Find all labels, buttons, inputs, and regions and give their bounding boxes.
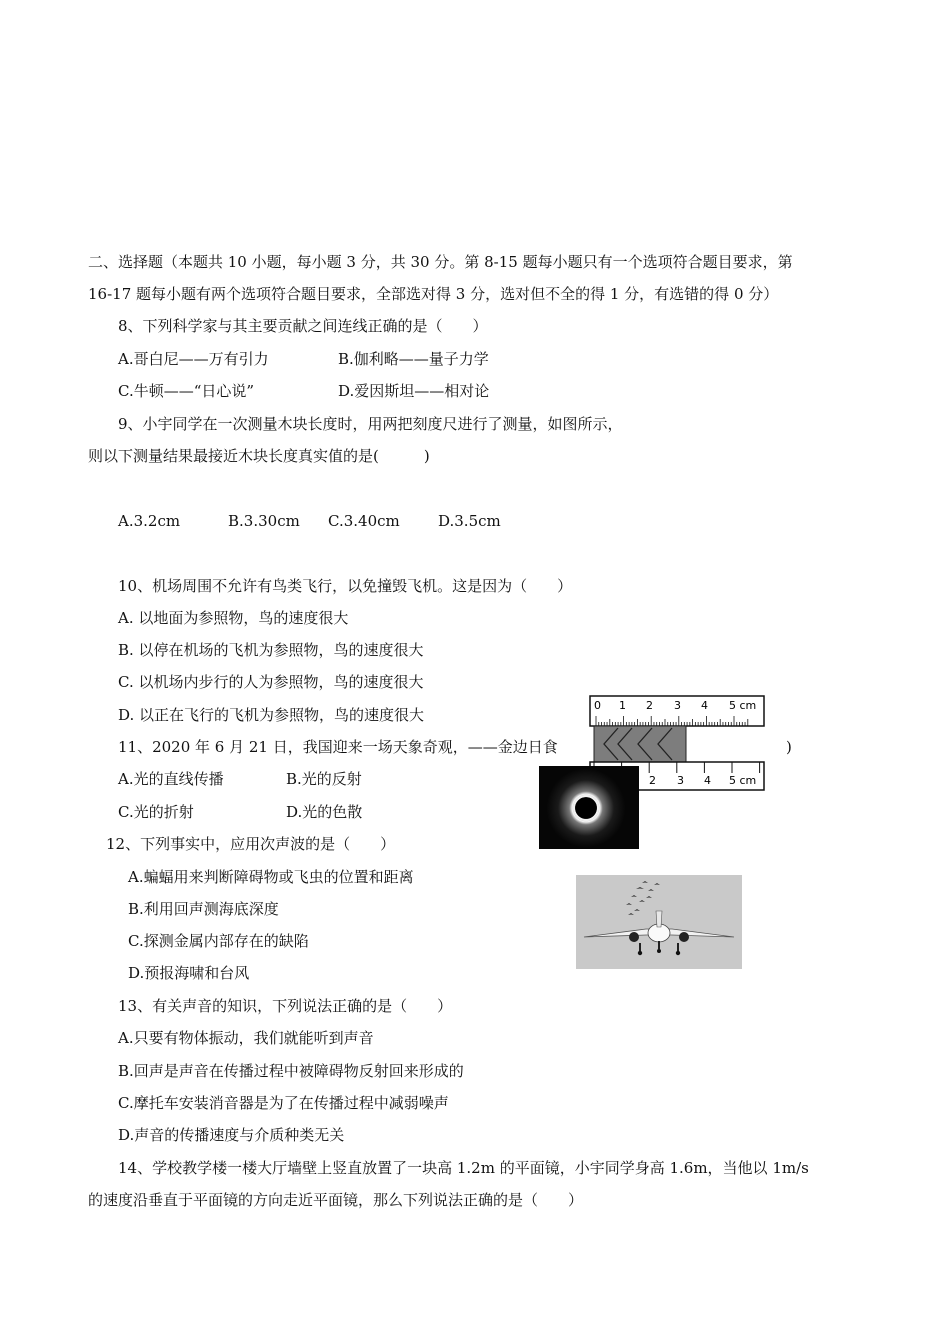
q14-stem-line2: 的速度沿垂直于平面镜的方向走近平面镜，那么下列说法正确的是（ ） [88, 1191, 584, 1209]
bottom-ruler-label-2: 2 [649, 774, 656, 787]
q13-option-b: B.回声是声音在传播过程中被障碍物反射回来形成的 [118, 1062, 464, 1080]
q9-stem-line1: 9、小宇同学在一次测量木块长度时，用两把刻度尺进行了测量，如图所示， [118, 415, 623, 433]
q11-option-b: B.光的反射 [286, 770, 362, 788]
q11-option-d: D.光的色散 [286, 803, 363, 821]
bottom-ruler-label-5: 5 cm [729, 774, 757, 787]
q8-option-b: B.伽利略——量子力学 [338, 350, 489, 368]
eclipse-moon [575, 797, 597, 819]
right-engine [679, 932, 689, 942]
q9-option-a: A.3.2cm [118, 512, 181, 530]
top-ruler-label-1: 1 [619, 699, 626, 712]
nose-gear [658, 941, 660, 949]
q11-options-row2 [118, 802, 363, 822]
q9-option-d: D.3.5cm [438, 512, 501, 530]
q9-stem-line2: 则以下测量结果最接近木块长度真实值的是( ) [88, 447, 430, 465]
q8-option-c: C.牛顿——“日心说” [118, 382, 255, 400]
wood-block [594, 726, 686, 762]
top-ruler-label-5: 5 cm [729, 699, 757, 712]
q9-option-c: C.3.40cm [328, 512, 400, 530]
q8-options-row2 [118, 381, 490, 401]
q10-option-d: D. 以正在飞行的飞机为参照物，鸟的速度很大 [118, 706, 425, 724]
left-wheel [638, 951, 642, 955]
q10-stem: 10、机场周围不允许有鸟类飞行，以免撞毁飞机。这是因为（ ） [118, 577, 573, 595]
airplane-birds-photo [576, 875, 742, 969]
top-ruler-label-4: 4 [701, 699, 708, 712]
annular-eclipse-photo [539, 766, 639, 849]
section-header-line2: 16-17 题每小题有两个选项符合题目要求，全部选对得 3 分，选对但不全的得 1 分，有选错的得 0 分） [88, 285, 779, 303]
q11-stem: 11、2020 年 6 月 21 日，我国迎来一场天象奇观，——金边日食 [118, 738, 558, 756]
q12-stem: 12、下列事实中，应用次声波的是（ ） [106, 835, 396, 853]
q11-stem-end: ) [786, 738, 792, 756]
q10-option-c: C. 以机场内步行的人为参照物，鸟的速度很大 [118, 673, 424, 691]
bottom-ruler-label-3: 3 [677, 774, 684, 787]
airplane-tail [656, 911, 662, 927]
q11-options-row1 [118, 769, 362, 789]
q12-option-b: B.利用回声测海底深度 [128, 900, 279, 918]
q9-options [118, 511, 501, 531]
q12-option-c: C.探测金属内部存在的缺陷 [128, 932, 309, 950]
q11-option-c: C.光的折射 [118, 803, 194, 821]
q11-option-a: A.光的直线传播 [118, 770, 224, 788]
top-ruler-label-0: 0 [594, 699, 601, 712]
q9-option-b: B.3.30cm [228, 512, 300, 530]
q13-option-a: A.只要有物体振动，我们就能听到声音 [118, 1029, 374, 1047]
nose-wheel [657, 949, 661, 953]
top-ruler-label-3: 3 [674, 699, 681, 712]
q13-option-d: D.声音的传播速度与介质种类无关 [118, 1126, 345, 1144]
bottom-ruler-label-4: 4 [704, 774, 711, 787]
q10-option-a: A. 以地面为参照物，鸟的速度很大 [118, 609, 349, 627]
q12-option-d: D.预报海啸和台风 [128, 964, 250, 982]
q14-stem-line1: 14、学校教学楼一楼大厅墙壁上竖直放置了一块高 1.2m 的平面镜，小宇同学身高 1.6m，当他以 1m/s [118, 1159, 809, 1177]
top-ruler-label-2: 2 [646, 699, 653, 712]
section-header-line1: 二、选择题（本题共 10 小题，每小题 3 分，共 30 分。第 8-15 题每小题只有一个选项符合题目要求，第 [88, 253, 793, 271]
q8-options-row1 [118, 349, 489, 369]
left-engine [629, 932, 639, 942]
q8-option-d: D.爱因斯坦——相对论 [338, 382, 490, 400]
q8-option-a: A.哥白尼——万有引力 [118, 350, 269, 368]
q8-stem: 8、下列科学家与其主要贡献之间连线正确的是（ ） [118, 317, 488, 335]
q10-option-b: B. 以停在机场的飞机为参照物，鸟的速度很大 [118, 641, 424, 659]
q13-stem: 13、有关声音的知识，下列说法正确的是（ ） [118, 997, 453, 1015]
q13-option-c: C.摩托车安装消音器是为了在传播过程中减弱噪声 [118, 1094, 449, 1112]
right-gear [677, 943, 679, 951]
left-gear [639, 943, 641, 951]
right-wheel [676, 951, 680, 955]
q12-option-a: A.蝙蝠用来判断障碍物或飞虫的位置和距离 [128, 868, 414, 886]
